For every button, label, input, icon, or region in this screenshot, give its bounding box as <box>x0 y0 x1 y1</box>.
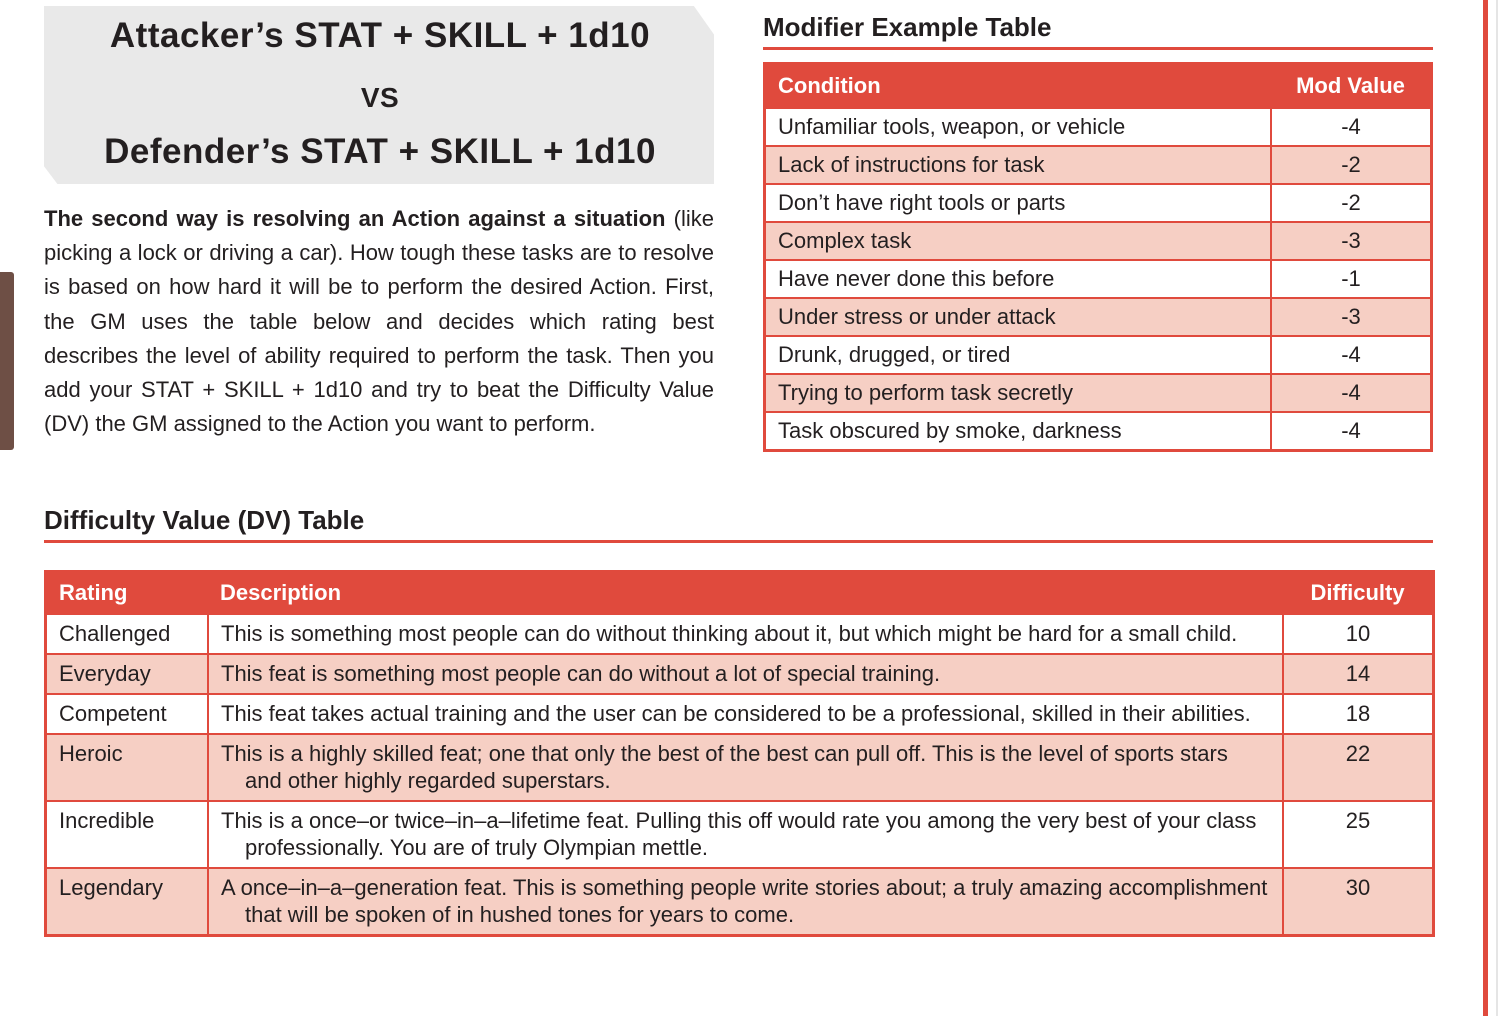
description-cell <box>208 868 1283 936</box>
description-text: This is a highly skilled feat; one that only the best of the best can pull off. This is the level of sports stars and other highly regarded superstars. <box>221 741 1228 793</box>
mod-value-cell: -4 <box>1271 336 1432 374</box>
condition-cell: Lack of instructions for task <box>765 146 1272 184</box>
difficulty-cell: 18 <box>1283 694 1434 734</box>
mod-value-cell: -2 <box>1271 146 1432 184</box>
mod-value-cell: -2 <box>1271 184 1432 222</box>
attacker-formula: Attacker’s STAT + SKILL + 1d10 <box>109 16 651 55</box>
difficulty-cell: 22 <box>1283 734 1434 801</box>
body-lead: The second way is resolving an Action against a situation <box>44 206 666 231</box>
table-row <box>46 614 1434 654</box>
body-paragraph <box>44 202 714 441</box>
modifier-table-title: Modifier Example Table <box>763 12 1433 50</box>
rating-cell: Legendary <box>46 868 209 936</box>
description-cell <box>208 801 1283 868</box>
rating-cell: Heroic <box>46 734 209 801</box>
difficulty-value-table <box>44 570 1435 937</box>
table-row <box>765 260 1432 298</box>
difficulty-cell: 30 <box>1283 868 1434 936</box>
table-row <box>765 108 1432 146</box>
versus-label: VS <box>360 82 400 113</box>
rating-cell: Everyday <box>46 654 209 694</box>
rating-cell: Incredible <box>46 801 209 868</box>
mod-value-cell: -1 <box>1271 260 1432 298</box>
dv-table-title: Difficulty Value (DV) Table <box>44 505 1433 543</box>
table-row <box>46 694 1434 734</box>
table-row <box>765 146 1432 184</box>
condition-cell: Unfamiliar tools, weapon, or vehicle <box>765 108 1272 146</box>
description-cell <box>208 694 1283 734</box>
condition-cell: Task obscured by smoke, darkness <box>765 412 1272 451</box>
mod-value-cell: -4 <box>1271 412 1432 451</box>
condition-cell: Complex task <box>765 222 1272 260</box>
difficulty-cell: 14 <box>1283 654 1434 694</box>
description-text: A once–in–a–generation feat. This is something people write stories about; a truly amazing accomplishment that will be spoken of in hushed tones for years to come. <box>221 875 1268 927</box>
mod-value-cell: -3 <box>1271 298 1432 336</box>
condition-cell: Drunk, drugged, or tired <box>765 336 1272 374</box>
condition-cell: Don’t have right tools or parts <box>765 184 1272 222</box>
rating-cell: Competent <box>46 694 209 734</box>
description-cell <box>208 734 1283 801</box>
column-header-rating: Rating <box>46 572 209 615</box>
defender-formula: Defender’s STAT + SKILL + 1d10 <box>104 132 656 171</box>
chapter-side-tab <box>0 272 14 450</box>
description-text: This is a once–or twice–in–a–lifetime feat. Pulling this off would rate you among the very best of your class professionally. You are of truly Olympian mettle. <box>221 808 1257 860</box>
difficulty-cell: 25 <box>1283 801 1434 868</box>
table-row <box>46 868 1434 936</box>
condition-cell: Trying to perform task secretly <box>765 374 1272 412</box>
description-cell <box>208 654 1283 694</box>
mod-value-cell: -3 <box>1271 222 1432 260</box>
table-row <box>765 374 1432 412</box>
column-header-mod-value: Mod Value <box>1271 64 1432 109</box>
description-cell <box>208 614 1283 654</box>
table-row <box>46 801 1434 868</box>
page-edge-stripe <box>1483 0 1488 1016</box>
modifier-table <box>763 62 1433 452</box>
table-row <box>765 336 1432 374</box>
description-text: This is something most people can do without thinking about it, but which might be hard for a small child. <box>221 621 1238 646</box>
column-header-description: Description <box>208 572 1283 615</box>
rating-cell: Challenged <box>46 614 209 654</box>
mod-value-cell: -4 <box>1271 108 1432 146</box>
body-rest: (like picking a lock or driving a car). How tough these tasks are to resolve is based on how hard it will be to perform the desired Action. First, the GM uses the table below and decides which rating best describes the level of ability required to perform the task. Then you add your STAT + SKILL + 1d10 and try to beat the Difficulty Value (DV) the GM assigned to the Action you want to perform. <box>44 206 714 437</box>
table-row <box>46 734 1434 801</box>
column-header-difficulty: Difficulty <box>1283 572 1434 615</box>
table-row <box>765 412 1432 451</box>
description-text: This feat is something most people can do without a lot of special training. <box>221 661 941 686</box>
mod-value-cell: -4 <box>1271 374 1432 412</box>
table-row <box>765 298 1432 336</box>
difficulty-cell: 10 <box>1283 614 1434 654</box>
table-row <box>765 222 1432 260</box>
condition-cell: Have never done this before <box>765 260 1272 298</box>
table-row <box>765 184 1432 222</box>
condition-cell: Under stress or under attack <box>765 298 1272 336</box>
table-row <box>46 654 1434 694</box>
page-edge-line <box>1496 0 1498 1016</box>
column-header-condition: Condition <box>765 64 1272 109</box>
description-text: This feat takes actual training and the user can be considered to be a professional, skilled in their abilities. <box>221 701 1251 726</box>
